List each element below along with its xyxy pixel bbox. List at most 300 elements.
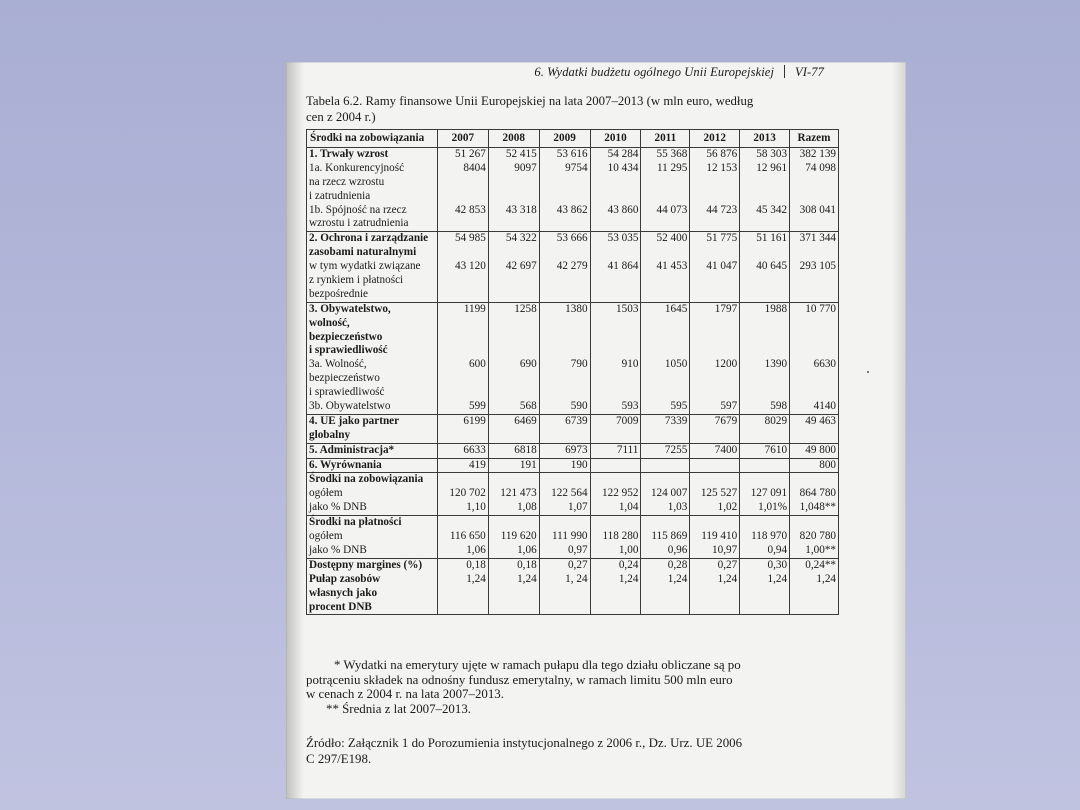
value-line: 6630 xyxy=(813,358,836,371)
value-line xyxy=(593,288,639,302)
header-label-column: Środki na zobowiązania xyxy=(307,130,438,148)
value-line xyxy=(792,372,836,386)
table-row xyxy=(307,148,839,232)
value-cell xyxy=(539,516,590,559)
row-label-line: wzrostu i zatrudnienia xyxy=(309,217,409,230)
value-line: 0,24 xyxy=(618,558,639,571)
footnotes xyxy=(306,658,846,716)
value-line xyxy=(491,274,537,288)
value-cell xyxy=(488,473,539,516)
value-line xyxy=(742,601,787,615)
value-line: 41 864 xyxy=(607,260,639,273)
row-label xyxy=(307,443,438,458)
value-line: 51 161 xyxy=(756,232,788,245)
value-line: 43 862 xyxy=(556,203,588,216)
value-line: 12 961 xyxy=(756,161,788,174)
value-line xyxy=(440,473,486,487)
value-cell xyxy=(690,232,740,302)
value-line: 122 564 xyxy=(551,487,588,500)
value-line: 122 952 xyxy=(602,487,639,500)
value-line: 190 xyxy=(570,458,588,471)
value-line: 6469 xyxy=(514,414,537,427)
table-row xyxy=(307,302,839,414)
value-line: 0,30 xyxy=(767,558,788,571)
value-cell xyxy=(539,414,590,443)
value-line: 0,24** xyxy=(805,558,836,571)
value-line: 1,01% xyxy=(758,501,788,514)
row-label xyxy=(307,148,438,232)
caption-line-1: Tabela 6.2. Ramy finansowe Unii Europejskiej na lata 2007–2013 (w mln euro, według xyxy=(306,94,754,108)
value-line: 121 473 xyxy=(500,487,537,500)
value-line: 43 318 xyxy=(505,203,537,216)
value-line xyxy=(792,190,836,204)
total-cell xyxy=(790,302,839,414)
value-line: 6973 xyxy=(565,443,588,456)
value-line: 864 780 xyxy=(799,487,836,500)
value-cell xyxy=(437,443,488,458)
value-line: 11 295 xyxy=(656,161,688,174)
row-label-line: 1a. Konkurencyjność xyxy=(309,161,405,174)
value-line: 1,00** xyxy=(805,543,836,556)
table-row xyxy=(307,558,839,615)
value-line xyxy=(643,217,687,231)
value-line xyxy=(792,587,836,601)
value-line xyxy=(542,274,588,288)
value-line xyxy=(440,274,486,288)
value-line xyxy=(692,459,737,473)
value-cell xyxy=(690,302,740,414)
value-line xyxy=(692,386,737,400)
value-line: 7339 xyxy=(664,414,688,427)
value-line xyxy=(542,344,588,358)
value-line: 118 970 xyxy=(751,530,788,543)
row-label xyxy=(307,558,438,615)
value-line xyxy=(593,459,639,473)
value-line xyxy=(440,386,486,400)
value-line: 55 368 xyxy=(656,148,688,160)
value-cell xyxy=(488,558,539,615)
value-line xyxy=(742,587,787,601)
value-line: 1,24 xyxy=(466,572,486,585)
value-line xyxy=(742,344,787,358)
value-cell xyxy=(690,473,740,516)
row-label-line: 1. Trwały wzrost xyxy=(309,148,389,160)
value-line xyxy=(692,344,737,358)
footnote-1-line-2: potrąceniu składek na odnośny fundusz emerytalny, w ramach limitu 500 mln euro xyxy=(306,672,733,687)
value-line xyxy=(643,587,687,601)
running-head-separator xyxy=(784,65,785,78)
header-year-1: 2007 xyxy=(437,130,488,148)
value-line: 74 098 xyxy=(805,161,836,174)
value-line xyxy=(742,516,787,530)
value-cell xyxy=(590,414,641,443)
value-line xyxy=(792,331,836,345)
total-cell xyxy=(790,516,839,559)
value-line xyxy=(692,587,737,601)
value-line xyxy=(742,429,787,443)
value-line: 1,04 xyxy=(618,501,639,514)
value-line xyxy=(440,331,486,345)
value-line: 790 xyxy=(570,358,588,371)
value-line xyxy=(792,473,836,487)
value-cell xyxy=(488,232,539,302)
row-label-line: własnych jako xyxy=(309,586,378,599)
value-line: 125 527 xyxy=(700,487,738,500)
value-line: 1,24 xyxy=(667,572,688,585)
row-label xyxy=(307,458,438,473)
value-line: 0,96 xyxy=(667,543,688,556)
value-cell xyxy=(437,148,488,232)
value-line xyxy=(593,317,639,331)
value-line xyxy=(643,473,687,487)
row-label-line: bezpieczeństwo xyxy=(309,372,380,385)
row-label xyxy=(307,414,438,443)
value-line: 43 860 xyxy=(607,203,639,216)
value-line xyxy=(542,386,588,400)
value-line xyxy=(491,217,537,231)
value-line: 1,048** xyxy=(799,501,836,514)
total-cell xyxy=(790,414,839,443)
row-label-line: 3b. Obywatelstwo xyxy=(309,400,391,413)
value-line xyxy=(542,331,588,345)
value-cell xyxy=(590,516,641,559)
value-line: 53 616 xyxy=(556,148,588,160)
page-number: VI-77 xyxy=(795,65,824,79)
value-line xyxy=(593,274,639,288)
value-line: 1797 xyxy=(714,302,738,315)
value-cell xyxy=(590,148,641,232)
row-label-line: 3. Obywatelstwo, xyxy=(309,302,391,315)
value-line xyxy=(692,601,737,615)
value-cell xyxy=(690,558,740,615)
value-line xyxy=(742,217,787,231)
value-cell xyxy=(690,443,740,458)
header-year-6: 2012 xyxy=(690,130,740,148)
value-line xyxy=(643,459,687,473)
value-line xyxy=(792,344,836,358)
value-line: 52 415 xyxy=(505,148,537,160)
value-line: 1,24 xyxy=(717,572,738,585)
value-line: 6818 xyxy=(514,443,537,456)
value-line: 1,24 xyxy=(816,572,836,585)
value-line: 690 xyxy=(519,358,537,371)
value-line xyxy=(643,344,687,358)
footnote-1-line-3: w cenach z 2004 r. na lata 2007–2013. xyxy=(306,687,504,701)
value-line xyxy=(440,372,486,386)
financial-framework-table xyxy=(306,129,839,615)
total-cell xyxy=(790,232,839,302)
value-line xyxy=(692,429,737,443)
row-label-line: 2. Ochrona i zarządzanie xyxy=(309,232,429,245)
value-line: 599 xyxy=(469,400,486,413)
value-line: 1,10 xyxy=(466,501,486,514)
value-cell xyxy=(437,558,488,615)
value-line: 49 800 xyxy=(805,443,836,456)
value-line: 1503 xyxy=(616,302,639,315)
value-line xyxy=(643,190,687,204)
value-cell xyxy=(488,516,539,559)
value-line xyxy=(542,372,588,386)
value-line xyxy=(542,473,588,487)
value-cell xyxy=(641,443,690,458)
value-line xyxy=(742,331,787,345)
value-line: 595 xyxy=(670,400,688,413)
value-line: 51 775 xyxy=(706,232,738,245)
value-line xyxy=(692,516,737,530)
value-line xyxy=(593,386,639,400)
value-line: 116 650 xyxy=(449,530,486,543)
value-line xyxy=(440,176,486,190)
row-label-line: i sprawiedliwość xyxy=(309,386,385,399)
value-cell xyxy=(740,558,790,615)
row-label-line: Dostępny margines (%) xyxy=(309,558,423,571)
value-line xyxy=(440,587,486,601)
value-line: 115 869 xyxy=(651,530,688,543)
value-cell xyxy=(590,558,641,615)
value-line xyxy=(742,274,787,288)
value-cell xyxy=(539,458,590,473)
row-label-line: Środki na płatności xyxy=(309,516,402,529)
table-header-row xyxy=(307,130,839,148)
value-line xyxy=(593,372,639,386)
value-line: 1,00 xyxy=(618,543,639,556)
value-cell xyxy=(590,232,641,302)
value-line: 382 139 xyxy=(799,148,836,160)
value-line: 600 xyxy=(469,358,486,371)
value-line: 41 047 xyxy=(706,260,738,273)
value-line: 568 xyxy=(519,400,537,413)
value-line xyxy=(593,246,639,260)
value-line: 1,03 xyxy=(667,501,688,514)
value-line: 43 120 xyxy=(455,260,486,273)
value-line xyxy=(491,516,537,530)
value-line: 191 xyxy=(519,458,537,471)
value-line: 42 697 xyxy=(505,260,537,273)
value-line: 800 xyxy=(819,458,836,471)
value-line xyxy=(491,190,537,204)
value-line xyxy=(593,429,639,443)
value-cell xyxy=(539,443,590,458)
value-line xyxy=(643,516,687,530)
value-line xyxy=(593,331,639,345)
value-line xyxy=(491,331,537,345)
value-line xyxy=(491,317,537,331)
value-cell xyxy=(740,302,790,414)
value-line: 44 723 xyxy=(706,203,738,216)
value-line: 52 400 xyxy=(656,232,688,245)
value-cell xyxy=(590,443,641,458)
value-cell xyxy=(641,232,690,302)
value-line: 597 xyxy=(720,400,738,413)
value-line xyxy=(742,176,787,190)
row-label-line: procent DNB xyxy=(309,600,372,613)
value-line xyxy=(643,317,687,331)
row-label-line: jako % DNB xyxy=(309,543,367,556)
value-line: 1,07 xyxy=(567,501,588,514)
value-line: 590 xyxy=(570,400,588,413)
row-label-line: 4. UE jako partner xyxy=(309,414,400,427)
value-line xyxy=(692,317,737,331)
value-line xyxy=(491,473,537,487)
value-line xyxy=(440,601,486,615)
value-line: 45 342 xyxy=(756,203,788,216)
row-label-line: i sprawiedliwość xyxy=(309,344,388,357)
footnote-1-line-1: * Wydatki na emerytury ujęte w ramach pułapu dla tego działu obliczane są po xyxy=(334,658,741,672)
value-line: 293 105 xyxy=(799,260,836,273)
value-line: 7679 xyxy=(714,414,738,427)
value-line: 127 091 xyxy=(750,487,788,500)
value-line: 10 770 xyxy=(805,302,836,315)
row-label-line: bezpieczeństwo xyxy=(309,330,383,343)
value-line xyxy=(692,274,737,288)
value-line xyxy=(542,246,588,260)
row-label-line: na rzecz wzrostu xyxy=(309,175,385,188)
value-cell xyxy=(488,443,539,458)
value-cell xyxy=(437,473,488,516)
value-line xyxy=(792,386,836,400)
value-line xyxy=(491,288,537,302)
table-row xyxy=(307,414,839,443)
value-line: 7009 xyxy=(616,414,639,427)
value-line xyxy=(542,587,588,601)
value-line: 1,24 xyxy=(767,572,788,585)
value-line: 120 702 xyxy=(449,487,486,500)
value-line: 41 453 xyxy=(656,260,688,273)
row-label-line: bezpośrednie xyxy=(309,287,369,300)
value-cell xyxy=(590,458,641,473)
header-year-7: 2013 xyxy=(740,130,790,148)
value-line: 56 876 xyxy=(706,148,738,160)
value-line xyxy=(792,317,836,331)
value-line: 1,02 xyxy=(717,501,738,514)
value-line: 6633 xyxy=(463,443,486,456)
value-line: 1380 xyxy=(565,302,588,315)
value-line xyxy=(742,372,787,386)
value-line xyxy=(643,246,687,260)
value-line: 1645 xyxy=(664,302,688,315)
value-cell xyxy=(641,558,690,615)
value-cell xyxy=(740,473,790,516)
value-cell xyxy=(488,302,539,414)
value-cell xyxy=(740,232,790,302)
value-line xyxy=(593,217,639,231)
total-cell xyxy=(790,558,839,615)
row-label-line: 5. Administracja* xyxy=(309,443,395,456)
value-line xyxy=(440,429,486,443)
running-head xyxy=(534,65,824,80)
value-cell xyxy=(641,148,690,232)
value-line: 1199 xyxy=(463,302,486,315)
value-cell xyxy=(539,148,590,232)
value-line: 371 344 xyxy=(799,232,836,245)
value-line: 1390 xyxy=(764,358,788,371)
value-line: 119 410 xyxy=(701,530,738,543)
value-line: 1,24 xyxy=(618,572,639,585)
row-label xyxy=(307,302,438,414)
value-line: 10,97 xyxy=(712,543,738,556)
value-cell xyxy=(488,148,539,232)
source-note xyxy=(306,736,846,767)
row-label-line: Środki na zobowiązania xyxy=(309,473,424,486)
value-cell xyxy=(690,516,740,559)
value-line xyxy=(440,217,486,231)
value-line: 44 073 xyxy=(656,203,688,216)
row-label-line: ogółem xyxy=(309,530,343,543)
value-line xyxy=(643,274,687,288)
value-cell xyxy=(590,302,641,414)
value-line: 111 990 xyxy=(552,530,588,543)
row-label-line: wolność, xyxy=(309,316,350,329)
row-label-line: globalny xyxy=(309,428,351,441)
value-line xyxy=(593,473,639,487)
value-line: 910 xyxy=(621,358,639,371)
value-line xyxy=(643,386,687,400)
header-year-3: 2009 xyxy=(539,130,590,148)
table-row xyxy=(307,516,839,559)
value-line: 7610 xyxy=(764,443,788,456)
value-line: 1,24 xyxy=(517,572,537,585)
total-cell xyxy=(790,458,839,473)
value-line: 6739 xyxy=(565,414,588,427)
value-line: 12 153 xyxy=(706,161,738,174)
value-line xyxy=(742,246,787,260)
total-cell xyxy=(790,443,839,458)
total-cell xyxy=(790,148,839,232)
row-label-line: 6. Wyrównania xyxy=(309,458,382,471)
value-line: 1988 xyxy=(764,302,788,315)
value-line xyxy=(643,601,687,615)
value-line: 1, 24 xyxy=(565,572,588,585)
value-line: 7255 xyxy=(664,443,688,456)
value-line: 53 666 xyxy=(556,232,588,245)
value-line xyxy=(440,288,486,302)
value-line xyxy=(440,190,486,204)
source-line-1: Źródło: Załącznik 1 do Porozumienia instytucjonalnego z 2006 r., Dz. Urz. UE 2006 xyxy=(306,736,743,750)
value-line xyxy=(792,217,836,231)
value-line: 820 780 xyxy=(799,530,836,543)
value-line: 119 620 xyxy=(500,530,537,543)
row-label-line: Pułap zasobów xyxy=(309,572,381,585)
table-row xyxy=(307,473,839,516)
value-line: 42 853 xyxy=(455,203,486,216)
value-line xyxy=(491,601,537,615)
value-line: 0,97 xyxy=(567,543,588,556)
header-year-2: 2008 xyxy=(488,130,539,148)
source-line-2: C 297/E198. xyxy=(306,751,372,766)
value-line xyxy=(440,344,486,358)
value-line xyxy=(593,176,639,190)
value-line xyxy=(542,288,588,302)
value-line: 51 267 xyxy=(455,148,486,160)
row-label xyxy=(307,473,438,516)
value-line: 124 007 xyxy=(650,487,688,500)
value-line xyxy=(742,386,787,400)
value-cell xyxy=(539,473,590,516)
row-label-line: ogółem xyxy=(309,487,343,500)
scanned-book-page xyxy=(286,62,906,799)
row-label-line: jako % DNB xyxy=(309,501,367,514)
value-line: 0,27 xyxy=(567,558,588,571)
value-line xyxy=(792,274,836,288)
value-line: 0,94 xyxy=(767,543,788,556)
value-line: 308 041 xyxy=(799,203,836,216)
value-line: 598 xyxy=(770,400,788,413)
value-line xyxy=(692,246,737,260)
value-line: 54 284 xyxy=(607,148,639,160)
value-line: 1200 xyxy=(714,358,738,371)
row-label-line: z rynkiem i płatności xyxy=(309,274,404,287)
value-cell xyxy=(740,148,790,232)
